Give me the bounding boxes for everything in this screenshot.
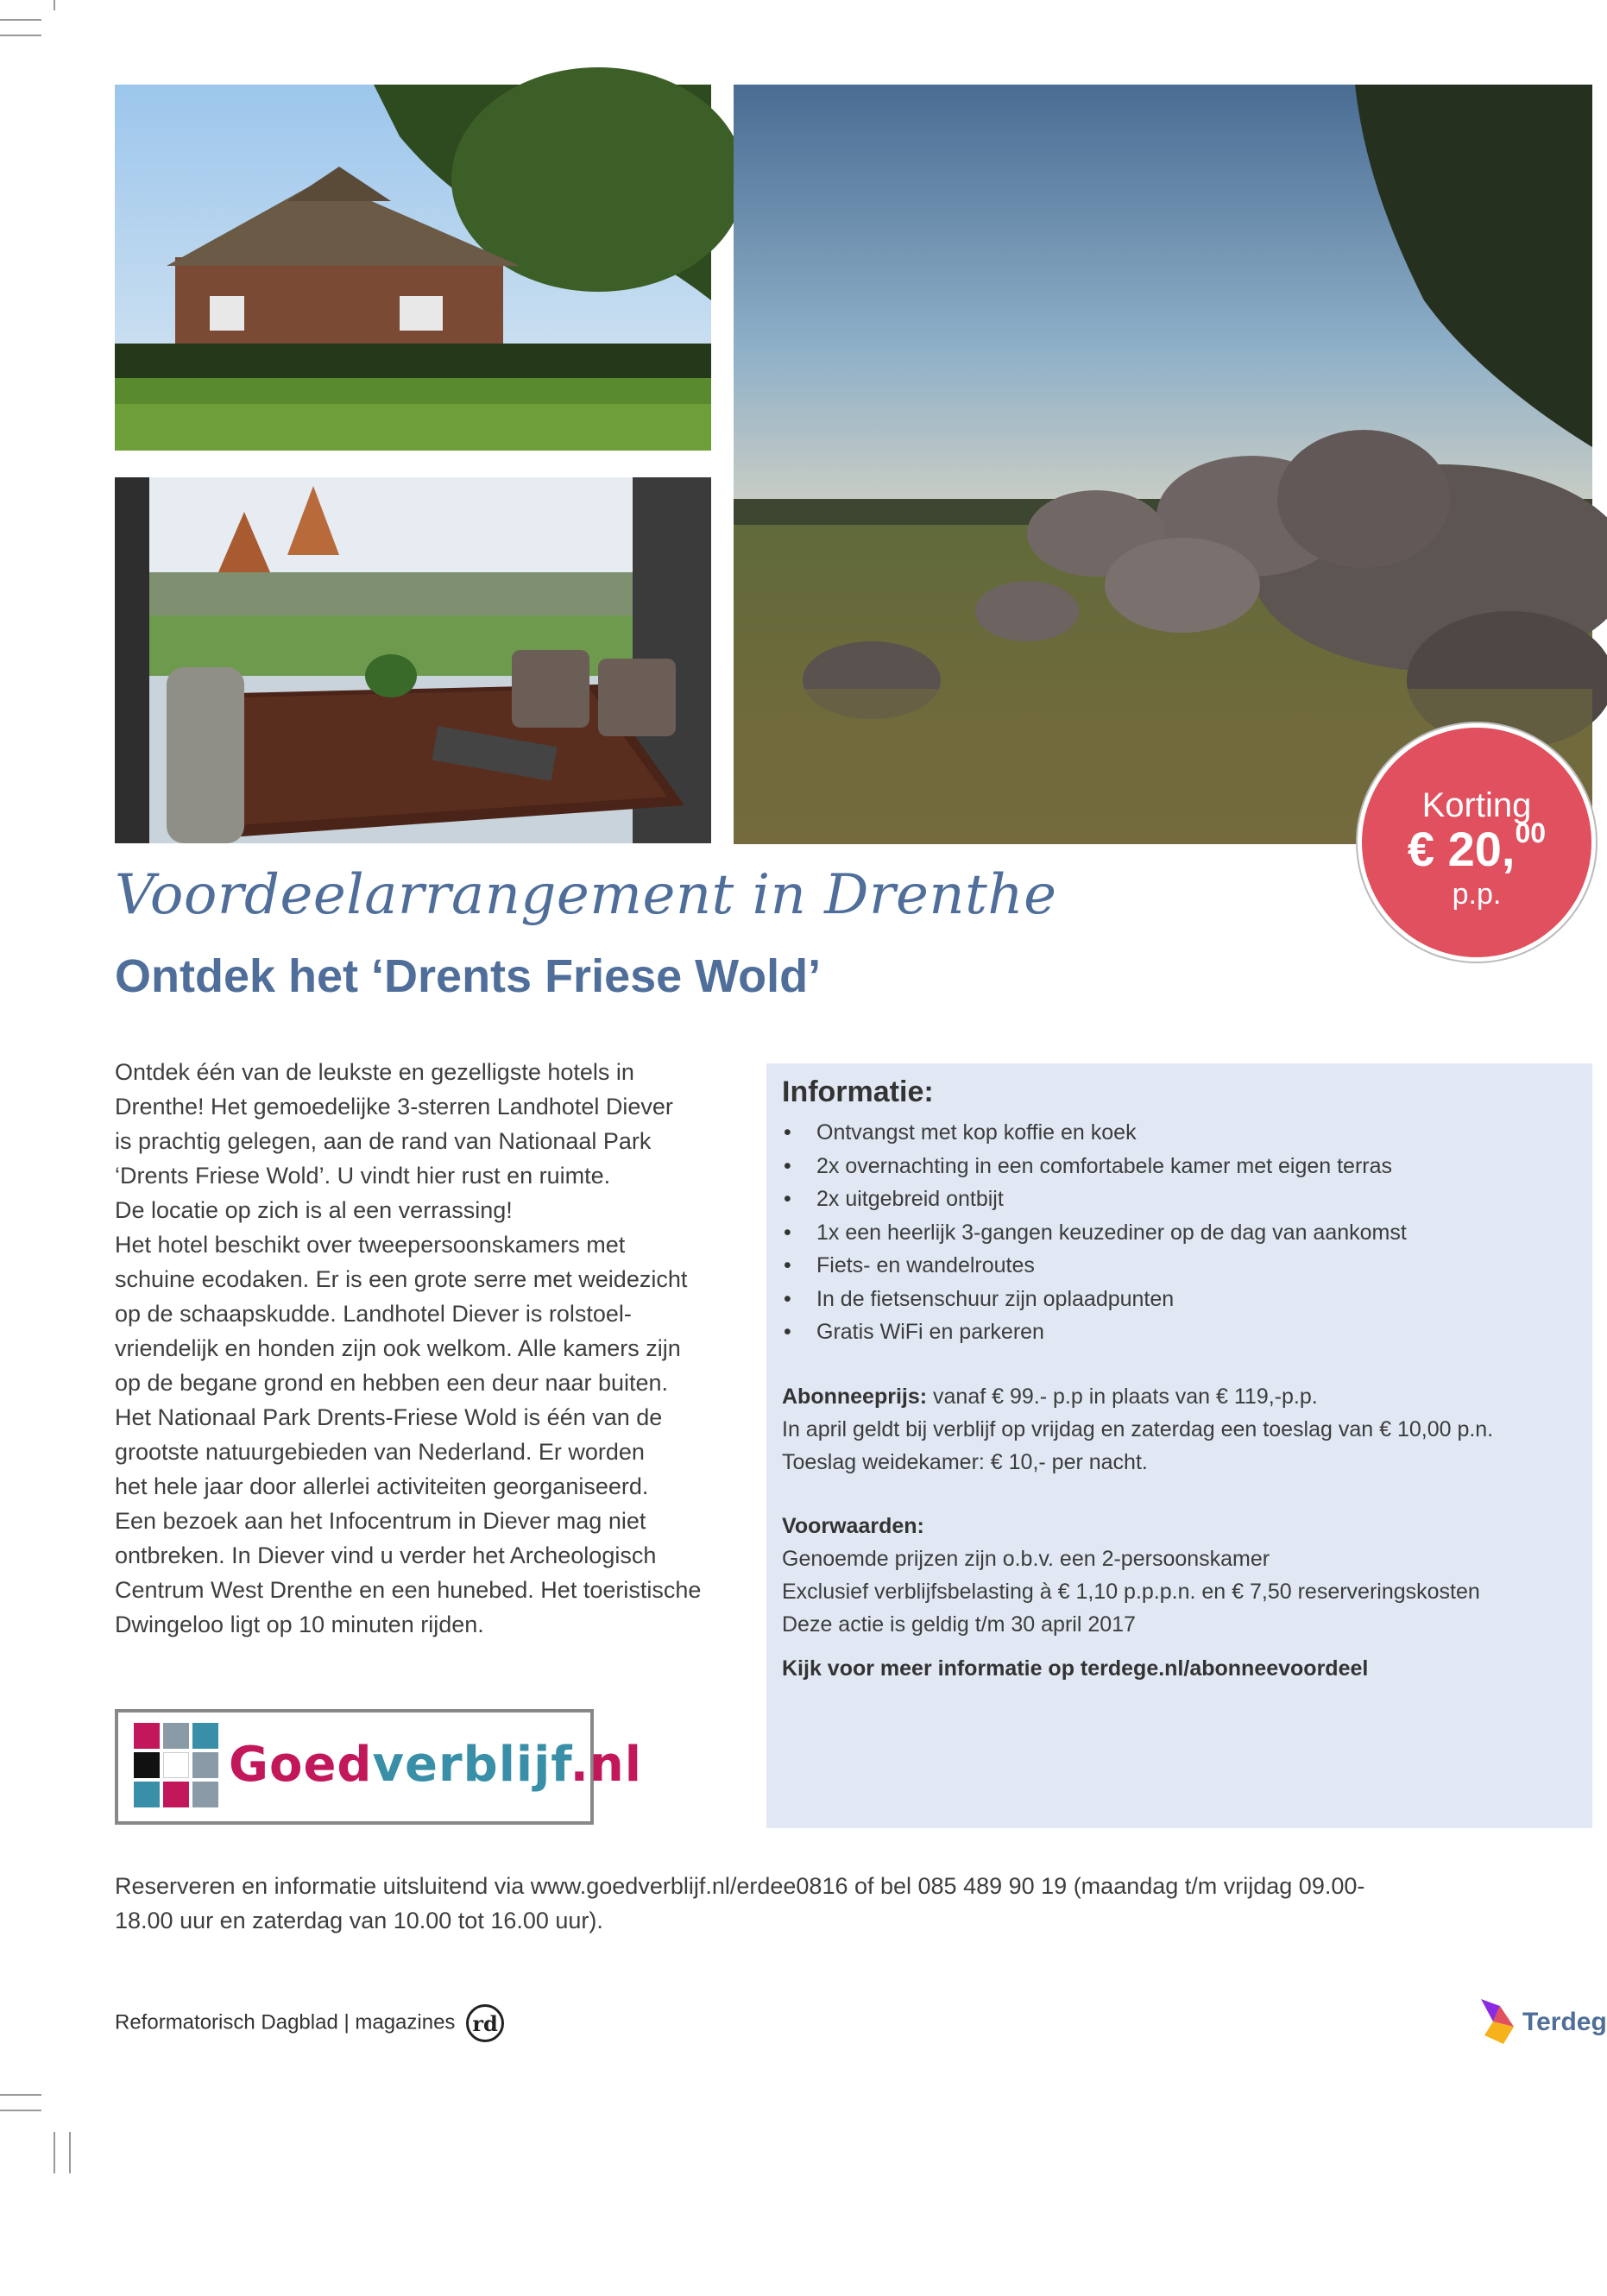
subtitle: Ontdek het ‘Drents Friese Wold’ bbox=[115, 950, 822, 1002]
body-line: Drenthe! Het gemoedelijke 3-sterren Landhotel Diever bbox=[115, 1094, 673, 1120]
crop-mark bbox=[0, 35, 41, 36]
reservation-text bbox=[115, 1869, 1461, 1938]
list-item: • Ontvangst met kop koffie en koek bbox=[782, 1116, 1584, 1150]
crop-mark bbox=[0, 19, 41, 21]
price-note: Toeslag weidekamer: € 10,- per nacht. bbox=[782, 1449, 1148, 1474]
condition-line: Exclusief verblijfsbelasting à € 1,10 p.p.p.n. en € 7,50 reserveringskosten bbox=[782, 1579, 1480, 1604]
conditions-title bbox=[782, 1510, 1584, 1542]
price-label: Abonneeprijs: bbox=[782, 1384, 928, 1409]
list-item: • 2x overnachting in een comfortabele kamer met eigen terras bbox=[782, 1150, 1584, 1183]
info-title: Informatie: bbox=[782, 1075, 934, 1108]
goedverblijf-logo[interactable] bbox=[115, 1709, 642, 1825]
reservation-line: 18.00 uur en zaterdag van 10.00 tot 16.00 uur). bbox=[115, 1908, 603, 1933]
badge-amount-cents: 00 bbox=[1515, 817, 1547, 848]
badge-unit: p.p. bbox=[1452, 878, 1502, 911]
body-line: ontbreken. In Diever vind u verder het Archeologisch bbox=[115, 1542, 657, 1568]
list-item: • Gratis WiFi en parkeren bbox=[782, 1315, 1584, 1349]
logo-part-verblijf: verblijf bbox=[372, 1737, 570, 1793]
crop-mark bbox=[0, 2110, 41, 2111]
badge-label: Korting bbox=[1421, 786, 1532, 824]
price-line bbox=[782, 1380, 1584, 1413]
conditions-title-text: Voorwaarden: bbox=[782, 1513, 924, 1538]
body-line: De locatie op zich is al een verrassing! bbox=[115, 1197, 513, 1223]
badge-amount bbox=[1362, 817, 1591, 877]
badge-amount-main: € 20, bbox=[1407, 822, 1516, 876]
info-link-text[interactable]: Kijk voor meer informatie op terdege.nl/abonneevoordeel bbox=[782, 1656, 1369, 1681]
body-line: Dwingeloo ligt op 10 minuten rijden. bbox=[115, 1612, 484, 1637]
logo-wordmark bbox=[229, 1737, 642, 1793]
price-note: In april geldt bij verblijf op vrijdag en zaterdag een toeslag van € 10,00 p.n. bbox=[782, 1416, 1494, 1441]
list-item: • Fiets- en wandelroutes bbox=[782, 1249, 1584, 1283]
body-line: op de schaapskudde. Landhotel Diever is rolstoel- bbox=[115, 1301, 632, 1327]
body-line: vriendelijk en honden zijn ook welkom. Alle kamers zijn bbox=[115, 1335, 681, 1361]
terdege-logo-icon bbox=[1478, 1996, 1519, 2047]
list-item: • In de fietsenschuur zijn oplaadpunten bbox=[782, 1283, 1584, 1316]
logo-grid-icon bbox=[134, 1723, 220, 1809]
rd-logo-icon: rd bbox=[466, 2004, 504, 2042]
list-item: • 2x uitgebreid ontbijt bbox=[782, 1183, 1584, 1216]
body-line: Het hotel beschikt over tweepersoonskamers met bbox=[115, 1232, 626, 1258]
body-line: ‘Drents Friese Wold’. U vindt hier rust en ruimte. bbox=[115, 1163, 611, 1189]
terdege-brand-text: Terdeg bbox=[1522, 2008, 1607, 2036]
body-line: Een bezoek aan het Infocentrum in Diever mag niet bbox=[115, 1508, 646, 1534]
discount-badge bbox=[1362, 728, 1591, 957]
logo-part-goed: Goed bbox=[229, 1737, 373, 1793]
crop-mark bbox=[0, 2094, 41, 2096]
price-text: vanaf € 99.- p.p in plaats van € 119,-p.p. bbox=[927, 1384, 1318, 1409]
info-list bbox=[782, 1116, 1584, 1349]
crop-mark bbox=[54, 2132, 55, 2173]
reservation-line: Reserveren en informatie uitsluitend via www.goedverblijf.nl/erdee0816 of bel 085 489 90 19 (maandag t/m vrijdag 09.00- bbox=[115, 1873, 1365, 1899]
body-line: Centrum West Drenthe en een hunebed. Het toeristische bbox=[115, 1577, 702, 1603]
logo-part-nl: .nl bbox=[570, 1737, 642, 1793]
publisher-name: Reformatorisch Dagblad | magazines bbox=[115, 2010, 456, 2034]
body-line: Het Nationaal Park Drents-Friese Wold is één van de bbox=[115, 1404, 663, 1430]
publisher-footer bbox=[115, 2004, 504, 2042]
body-line: schuine ecodaken. Er is een grote serre met weidezicht bbox=[115, 1266, 688, 1292]
condition-line: Deze actie is geldig t/m 30 april 2017 bbox=[782, 1612, 1136, 1637]
body-line: het hele jaar door allerlei activiteiten georganiseerd. bbox=[115, 1473, 649, 1499]
dining-room-photo bbox=[115, 477, 711, 843]
crop-mark bbox=[69, 2132, 71, 2173]
list-item: • 1x een heerlijk 3-gangen keuzediner op de dag van aankomst bbox=[782, 1216, 1584, 1250]
body-line: Ontdek één van de leukste en gezelligste hotels in bbox=[115, 1059, 634, 1085]
script-title: Voordeelarrangement in Drenthe bbox=[115, 863, 1057, 927]
info-box bbox=[766, 1063, 1592, 1828]
body-line: op de begane grond en hebben een deur naar buiten. bbox=[115, 1370, 669, 1396]
house-photo bbox=[115, 85, 711, 451]
body-line: grootste natuurgebieden van Nederland. Er worden bbox=[115, 1439, 645, 1465]
condition-line: Genoemde prijzen zijn o.b.v. een 2-persoonskamer bbox=[782, 1546, 1270, 1571]
crop-mark bbox=[54, 0, 55, 10]
body-line: is prachtig gelegen, aan de rand van Nationaal Park bbox=[115, 1128, 652, 1154]
body-text bbox=[115, 1055, 736, 1642]
